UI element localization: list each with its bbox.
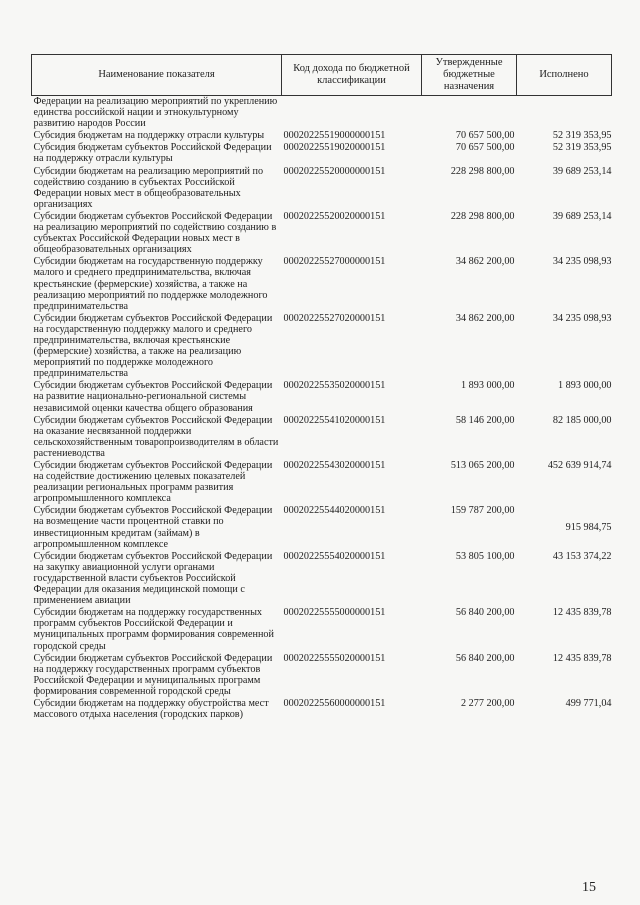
table-row <box>32 313 612 381</box>
row-executed: 915 984,75 <box>565 522 612 534</box>
row-name: Субсидии бюджетам субъектов Российской Федерации на развитие национально-региональной системы независимой оценки качества общего образования <box>33 380 273 414</box>
row-name: Субсидии бюджетам субъектов Российской Федерации на оказание несвязанной поддержки сельскохозяйственным товаропроизводителям в области растениеводства <box>33 414 279 459</box>
row-executed: 82 185 000,00 <box>552 414 612 426</box>
row-executed: 39 689 253,14 <box>552 210 612 222</box>
table-row <box>32 130 612 142</box>
row-code: 00020225520000000151 <box>283 165 386 177</box>
row-approved: 53 805 100,00 <box>455 550 515 562</box>
row-executed: 499 771,04 <box>565 697 612 709</box>
row-approved <box>422 96 517 131</box>
row-approved: 1 893 000,00 <box>461 380 515 392</box>
row-code: 00020225520020000151 <box>283 210 386 222</box>
row-code: 00020225560000000151 <box>283 697 386 709</box>
row-approved: 2 277 200,00 <box>461 697 515 709</box>
row-name: Субсидии бюджетам субъектов Российской Федерации на государственную поддержку малого и среднего предпринимательства, включая крестьянские (фермерские) хозяйства, а также на реализацию мероприятий по поддержке молодежного предпринимательства <box>33 312 273 380</box>
row-executed: 52 319 353,95 <box>552 142 612 154</box>
row-code: 00020225535020000151 <box>283 380 386 392</box>
table-row <box>32 460 612 505</box>
row-approved: 58 146 200,00 <box>455 414 515 426</box>
row-name: Субсидии бюджетам на государственную поддержку малого и среднего предпринимательства, включая крестьянские (фермерские) хозяйства, а также на реализацию мероприятий по поддержке молодежного предпринимательства <box>33 256 268 312</box>
row-executed: 452 639 914,74 <box>547 460 612 471</box>
table-row <box>32 211 612 256</box>
row-executed: 34 235 098,93 <box>552 256 612 268</box>
row-code: 00020225527020000151 <box>283 312 386 324</box>
header-name: Наименование показателя <box>32 55 282 96</box>
row-approved: 228 298 800,00 <box>450 210 515 222</box>
row-executed: 12 435 839,78 <box>552 607 612 619</box>
header-executed: Исполнено <box>517 55 612 96</box>
row-approved: 34 862 200,00 <box>455 312 515 324</box>
row-code: 00020225555020000151 <box>283 652 386 664</box>
row-name: Федерации на реализацию мероприятий по укреплению единства российской нации и этнокультурному развитию народов России <box>33 96 278 130</box>
row-name: Субсидия бюджетам на поддержку отрасли культуры <box>33 130 265 142</box>
table-row <box>32 142 612 165</box>
row-name: Субсидии бюджетам на реализацию мероприятий по содействию созданию в субъектах Российской Федерации новых мест в общеобразовательных организациях <box>33 165 264 210</box>
table-row <box>32 551 612 607</box>
page-number: 15 <box>582 880 596 895</box>
row-executed <box>517 96 612 131</box>
row-code: 00020225544020000151 <box>283 505 386 517</box>
row-executed: 34 235 098,93 <box>552 312 612 324</box>
row-executed: 39 689 253,14 <box>552 165 612 177</box>
row-executed: 52 319 353,95 <box>552 130 612 142</box>
table-row <box>32 415 612 460</box>
row-code: 00020225527000000151 <box>283 256 386 268</box>
row-approved: 34 862 200,00 <box>455 256 515 268</box>
row-approved: 513 065 200,00 <box>450 460 515 471</box>
row-code <box>282 96 422 131</box>
table-row <box>32 96 612 131</box>
row-name: Субсидии бюджетам субъектов Российской Федерации на закупку авиационной услуги органами государственной власти субъектов Российской Федерации для оказания медицинской помощи с применением авиации <box>33 550 273 607</box>
row-name: Субсидии бюджетам субъектов Российской Федерации на поддержку государственных программ субъектов Российской Федерации и муниципальных программ формирования современной городской среды <box>33 652 273 697</box>
row-code: 00020225554020000151 <box>283 550 386 562</box>
row-code: 00020225543020000151 <box>283 460 386 471</box>
budget-report-table <box>31 54 612 721</box>
row-name: Субсидии бюджетам субъектов Российской Федерации на реализацию мероприятий по содействию созданию в субъектах Российской Федерации новых мест в общеобразовательных организациях <box>33 210 277 256</box>
header-code: Код дохода по бюджетной классификации <box>282 55 422 96</box>
row-name: Субсидии бюджетам на поддержку государственных программ субъектов Российской Федерации и муниципальных программ формирования современной городской среды <box>33 607 274 652</box>
row-executed: 12 435 839,78 <box>552 652 612 664</box>
row-approved: 228 298 800,00 <box>450 165 515 177</box>
row-name: Субсидии бюджетам на поддержку обустройства мест массового отдыха населения (городских парков) <box>33 697 269 721</box>
row-approved: 70 657 500,00 <box>455 142 515 154</box>
table-header <box>32 55 612 96</box>
row-code: 00020225555000000151 <box>283 607 386 619</box>
row-executed: 1 893 000,00 <box>558 380 612 392</box>
table-row <box>32 380 612 414</box>
row-code: 00020225519020000151 <box>283 142 386 154</box>
row-approved: 70 657 500,00 <box>455 130 515 142</box>
row-name: Субсидии бюджетам субъектов Российской Федерации на возмещение части процентной ставки по инвестиционным кредитам (займам) в агропромышленном комплексе <box>33 505 273 550</box>
row-name: Субсидии бюджетам субъектов Российской Федерации на содействие достижению целевых показателей реализации региональных программ развития агропромышленного комплекса <box>33 460 273 505</box>
header-approved: Утвержденные бюджетные назначения <box>422 55 517 96</box>
row-approved: 56 840 200,00 <box>455 652 515 664</box>
row-executed: 43 153 374,22 <box>552 550 612 562</box>
row-approved: 159 787 200,00 <box>450 505 515 517</box>
table-row <box>32 166 612 211</box>
table-row <box>32 607 612 652</box>
row-code: 00020225541020000151 <box>283 414 386 426</box>
table-row <box>32 653 612 698</box>
row-approved: 56 840 200,00 <box>455 607 515 619</box>
row-code: 00020225519000000151 <box>283 130 386 142</box>
table-body <box>32 96 612 722</box>
table-row <box>32 698 612 721</box>
row-name: Субсидия бюджетам субъектов Российской Федерации на поддержку отрасли культуры <box>33 142 272 165</box>
table-row <box>32 505 612 550</box>
table-row <box>32 256 612 312</box>
